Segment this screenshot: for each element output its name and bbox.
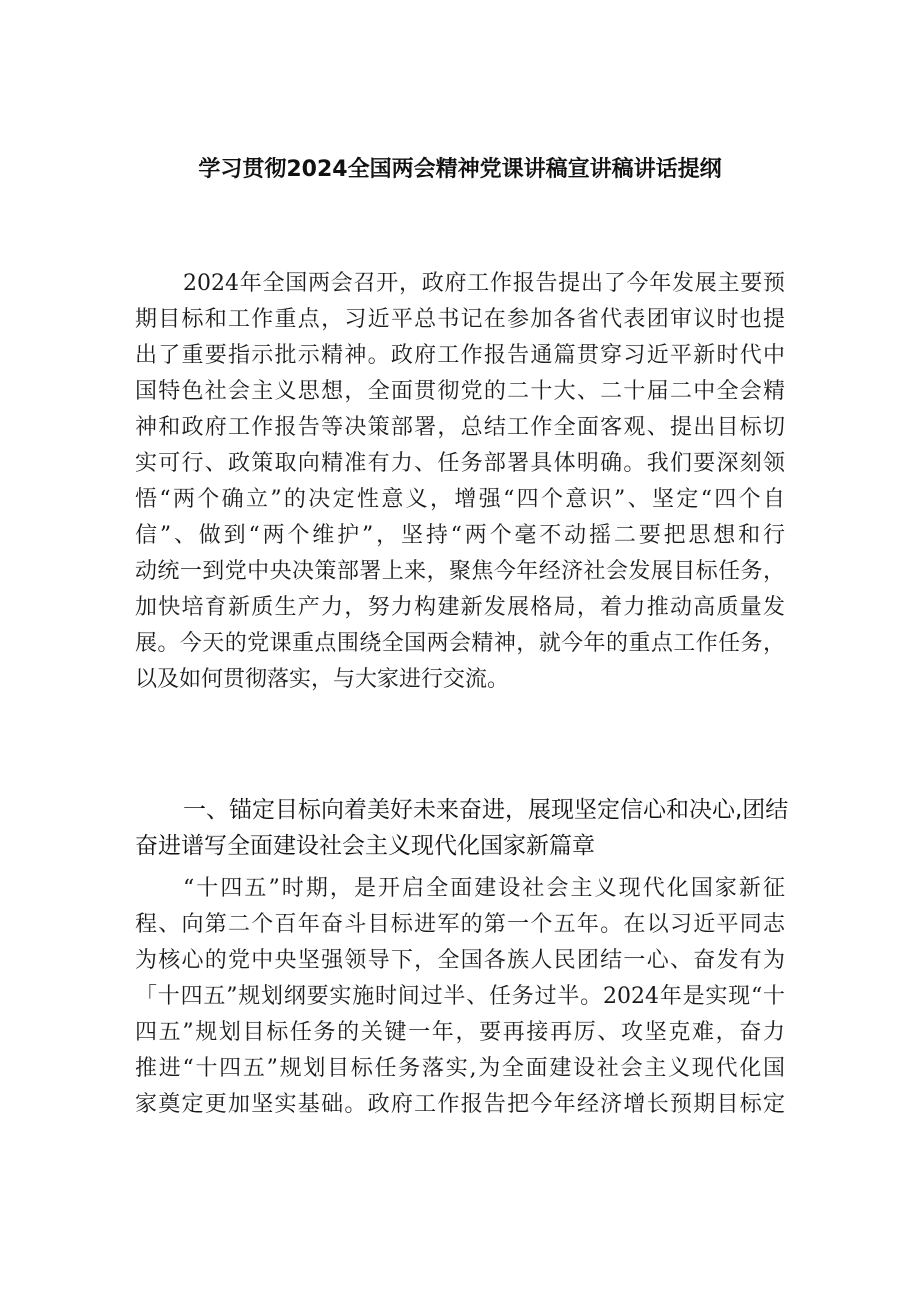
heading-line: 一、锚定目标向着美好未来奋进，展现坚定信心和决心,团结 bbox=[183, 797, 789, 823]
paragraph-line: “十四五”时期，是开启全面建设社会主义现代化国家新征 bbox=[183, 876, 785, 901]
paragraph-line: 期目标和工作重点，习近平总书记在参加各省代表团审议时也提 bbox=[135, 307, 785, 332]
document-title: 学习贯彻2024全国两会精神党课讲稿宣讲稿讲话提纲 bbox=[198, 157, 722, 182]
paragraph-2 bbox=[135, 871, 785, 1123]
paragraph-line: 2024年全国两会召开，政府工作报告提出了今年发展主要预 bbox=[183, 271, 785, 296]
paragraph-line: 推进“十四五”规划目标任务落实,为全面建设社会主义现代化国 bbox=[135, 1056, 785, 1081]
paragraph-line: 为核心的党中央坚强领导下，全国各族人民团结一心、奋发有为 bbox=[135, 948, 785, 973]
paragraph-line: 加快培育新质生产力，努力构建新发展格局，着力推动高质量发 bbox=[135, 595, 785, 620]
paragraph-line: 实可行、政策取向精准有力、任务部署具体明确。我们要深刻领 bbox=[135, 451, 785, 476]
paragraph-line: 国特色社会主义思想，全面贯彻党的二十大、二十届二中全会精 bbox=[135, 379, 785, 404]
paragraph-line: 「十四五”规划纲要实施时间过半、任务过半。2024年是实现“十 bbox=[135, 984, 785, 1009]
paragraph-line: 四五”规划目标任务的关键一年，要再接再厉、攻坚克难，奋力 bbox=[135, 1020, 785, 1045]
paragraph-line: 以及如何贯彻落实，与大家进行交流。 bbox=[135, 667, 510, 692]
paragraph-line: 悟“两个确立”的决定性意义，增强“四个意识”、坚定“四个自 bbox=[135, 487, 785, 512]
paragraph-line: 家奠定更加坚实基础。政府工作报告把今年经济增长预期目标定 bbox=[135, 1092, 785, 1117]
paragraph-line: 程、向第二个百年奋斗目标进军的第一个五年。在以习近平同志 bbox=[135, 912, 785, 937]
paragraph-line: 展。今天的党课重点围绕全国两会精神，就今年的重点工作任务， bbox=[135, 631, 785, 656]
paragraph-line: 动统一到党中央决策部署上来，聚焦今年经济社会发展目标任务， bbox=[135, 559, 785, 584]
section-heading-1 bbox=[135, 792, 789, 864]
paragraph-line: 神和政府工作报告等决策部署，总结工作全面客观、提出目标切 bbox=[135, 415, 785, 440]
paragraph-line: 出了重要指示批示精神。政府工作报告通篇贯穿习近平新时代中 bbox=[135, 343, 785, 368]
paragraph-line: 信”、做到“两个维护”，坚持“两个毫不动摇二要把思想和行 bbox=[135, 523, 785, 548]
paragraph-1 bbox=[135, 266, 785, 698]
heading-line: 奋进谱写全面建设社会主义现代化国家新篇章 bbox=[135, 833, 595, 859]
